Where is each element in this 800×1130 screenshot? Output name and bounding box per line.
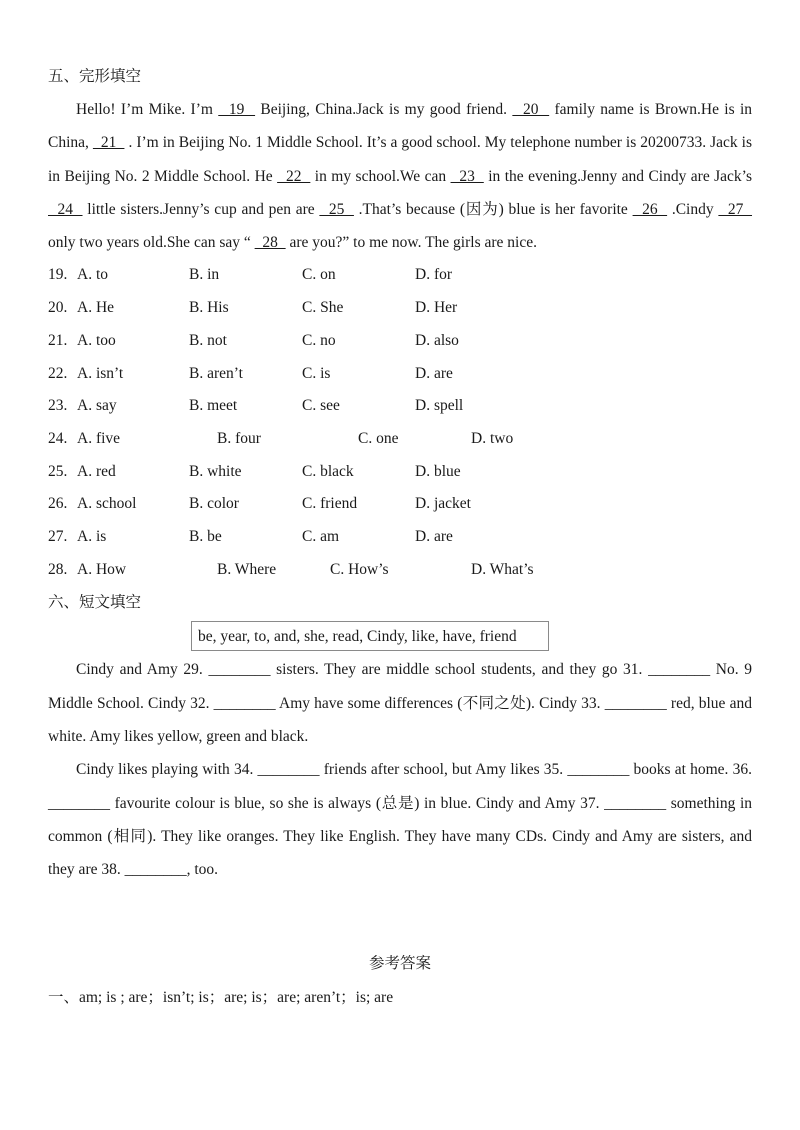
option-d: D. Her	[415, 299, 458, 317]
word-bank-box: be, year, to, and, she, read, Cindy, like, have, friend	[191, 621, 549, 651]
question-number: 22.	[48, 364, 68, 382]
option-b: B. four	[217, 429, 261, 447]
passage-text: Hello! I’m Mike. I’m	[76, 101, 219, 118]
option-b: B. meet	[189, 397, 238, 415]
blank-number: 19	[218, 101, 256, 118]
option-d: D. for	[415, 266, 453, 284]
option-a: A. red	[77, 462, 116, 480]
option-b: B. be	[189, 527, 222, 545]
option-a: A. is	[77, 527, 107, 545]
question-row	[48, 325, 752, 358]
blank-number: 25	[319, 200, 354, 218]
passage-text: .Cindy	[667, 200, 719, 218]
passage-text: family name is Brown.He is in China,	[48, 101, 753, 152]
blank-number: 23	[450, 167, 484, 185]
question-number: 19.	[48, 266, 68, 284]
cloze-passage	[48, 93, 752, 259]
option-d: D. What’s	[471, 560, 534, 578]
answer-key-title: 参考答案	[368, 955, 431, 973]
blank-number: 24	[48, 200, 83, 218]
question-number: 25.	[48, 462, 68, 480]
question-row	[48, 390, 752, 423]
question-number: 27.	[48, 527, 68, 545]
blank-number: 20	[512, 101, 550, 118]
question-number: 26.	[48, 495, 68, 513]
option-c: C. How’s	[330, 560, 389, 578]
option-d: D. spell	[415, 397, 464, 415]
passage-text: .That’s because (因为) blue is her favorite	[353, 200, 633, 218]
option-a: A. five	[77, 429, 121, 447]
option-d: D. two	[471, 429, 514, 447]
question-row	[48, 554, 752, 587]
option-c: C. black	[302, 462, 354, 480]
option-a: A. to	[77, 266, 108, 284]
passage-text: in my school.We can	[310, 167, 451, 185]
question-number: 21.	[48, 331, 68, 349]
option-a: A. isn’t	[77, 364, 124, 382]
option-d: D. blue	[415, 462, 461, 480]
question-row	[48, 358, 752, 391]
option-c: C. am	[302, 527, 340, 545]
question-row	[48, 423, 752, 456]
spacer	[48, 886, 752, 944]
question-number: 23.	[48, 397, 68, 415]
blank-number: 22	[277, 167, 311, 185]
passage-text: Beijing, China.Jack is my good friend.	[255, 101, 513, 118]
passage-text: in the evening.Jenny and Cindy are Jack’s	[483, 167, 753, 185]
mcq-list	[48, 259, 752, 586]
option-b: B. aren’t	[189, 364, 243, 382]
section-5-title: 五、完形填空	[48, 68, 142, 85]
option-c: C. no	[302, 331, 336, 349]
question-row	[48, 292, 752, 325]
question-number: 24.	[48, 429, 68, 447]
passage-text: little sisters.Jenny’s cup and pen are	[82, 200, 320, 218]
option-c: C. one	[358, 429, 399, 447]
option-b: B. not	[189, 331, 227, 349]
passage-text: . I’m in Beijing No. 1 Middle School. It’s a good school. My telephone number is 20200733. Jack is in Beijing No. 2 Middle School. He	[48, 134, 753, 185]
fill-blank-paragraph-1: Cindy and Amy 29. ________ sisters. They are middle school students, and they go 31. ________ No. 9 Middle School. Cindy 32. ________ Amy have some differences (不同之处). Cindy 33. ________ red, blue and white. Amy likes yellow, green and black.	[48, 661, 752, 745]
option-c: C. see	[302, 397, 340, 415]
option-d: D. jacket	[415, 495, 471, 513]
worksheet-page	[48, 60, 752, 1012]
passage-text: only two years old.She can say “	[48, 234, 255, 252]
blank-number: 21	[92, 134, 125, 152]
passage-text: are you?” to me now. The girls are nice.	[285, 234, 537, 252]
question-row	[48, 259, 752, 292]
option-d: D. also	[415, 331, 459, 349]
blank-number: 28	[254, 234, 286, 252]
option-c: C. is	[302, 364, 331, 382]
question-row	[48, 456, 752, 489]
option-c: C. She	[302, 299, 344, 317]
fill-blank-paragraph-2: Cindy likes playing with 34. ________ friends after school, but Amy likes 35. ________ books at home. 36. ________ favourite colour is blue, so she is always (总是) in blue. Cindy and Amy 37. ________ something in common (相同). They like oranges. They like English. They have many CDs. Cindy and Amy are sisters, and they are 38. ________, too.	[48, 761, 752, 879]
option-a: A. school	[77, 495, 137, 513]
section-6-title: 六、短文填空	[48, 594, 142, 612]
option-c: C. friend	[302, 495, 358, 513]
blank-number: 27	[718, 200, 753, 218]
blank-number: 26	[632, 200, 668, 218]
option-b: B. in	[189, 266, 220, 284]
option-b: B. His	[189, 299, 229, 317]
option-b: B. white	[189, 462, 242, 480]
option-c: C. on	[302, 266, 336, 284]
question-row	[48, 521, 752, 554]
option-b: B. color	[189, 495, 239, 513]
option-a: A. say	[77, 397, 117, 415]
question-row	[48, 488, 752, 521]
option-a: A. He	[77, 299, 115, 317]
question-number: 28.	[48, 560, 68, 578]
question-number: 20.	[48, 299, 68, 317]
option-b: B. Where	[217, 560, 277, 578]
option-d: D. are	[415, 364, 453, 382]
option-a: A. How	[77, 560, 127, 578]
option-a: A. too	[77, 331, 116, 349]
answer-key-line-1: 一、am; is ; are；isn’t; is；are; is；are; aren’t；is; are	[48, 989, 394, 1007]
option-d: D. are	[415, 527, 453, 545]
